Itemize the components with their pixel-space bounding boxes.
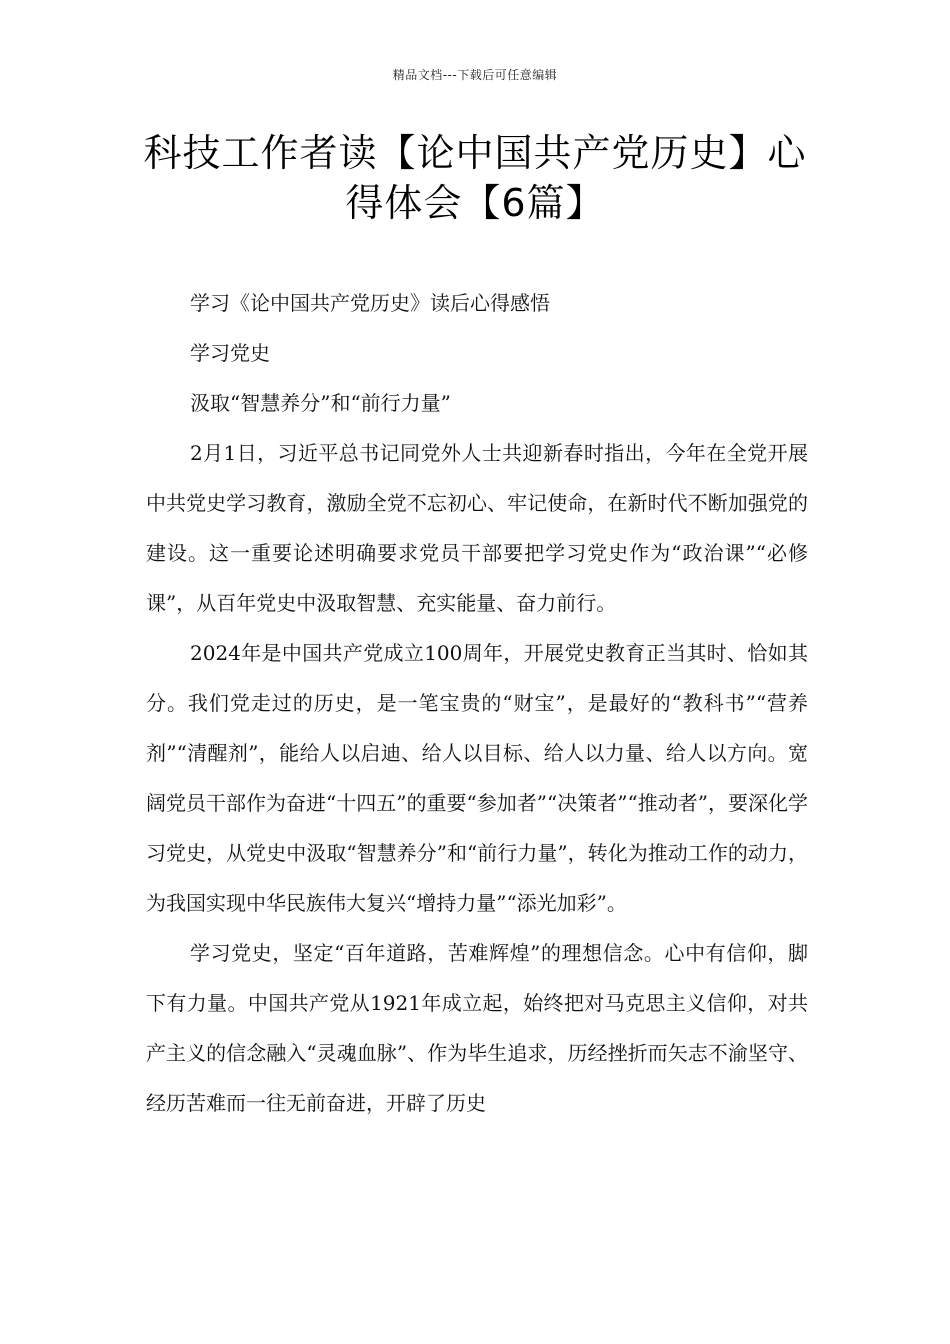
body-paragraph: 2024年是中国共产党成立100周年，开展党史教育正当其时、恰如其分。我们党走过的历史，是一笔宝贵的“财宝”，是最好的“教科书”“营养剂”“清醒剂”，能给人以启迪、给人以目标、给人以力量、给人以方向。宽阔党员干部作为奋进“十四五”的重要“参加者”“决策者”“推动者”，要深化学习党史，从党史中汲取“智慧养分”和“前行力量”，转化为推动工作的动力，为我国实现中华民族伟大复兴“增持力量”“添光加彩”。 [146, 641, 808, 915]
document-title [120, 128, 830, 228]
body-paragraph: 学习党史，坚定“百年道路，苦难辉煌”的理想信念。心中有信仰，脚下有力量。中国共产党从1921年成立起，始终把对马克思主义信仰，对共产主义的信念融入“灵魂血脉”、作为毕生追求，历经挫折而矢志不渝坚守、经历苦难而一往无前奋进，开辟了历史 [146, 941, 808, 1115]
heading-paragraph: 汲取“智慧养分”和“前行力量” [190, 391, 451, 415]
header-note: 精品文档---下载后可任意编辑 [392, 68, 558, 82]
title-line-2: 得体会【6篇】 [345, 181, 605, 225]
document-body [146, 278, 808, 1128]
body-paragraph: 2月1日，习近平总书记同党外人士共迎新春时指出，今年在全党开展中共党史学习教育，激励全党不忘初心、牢记使命，在新时代不断加强党的建设。这一重要论述明确要求党员干部要把学习党史作为“政治课”“必修课”，从百年党史中汲取智慧、充实能量、奋力前行。 [146, 441, 808, 615]
subtitle-paragraph: 学习《论中国共产党历史》读后心得感悟 [190, 291, 550, 315]
heading-paragraph: 学习党史 [190, 341, 270, 365]
title-line-1: 科技工作者读【论中国共产党历史】心 [143, 131, 807, 175]
